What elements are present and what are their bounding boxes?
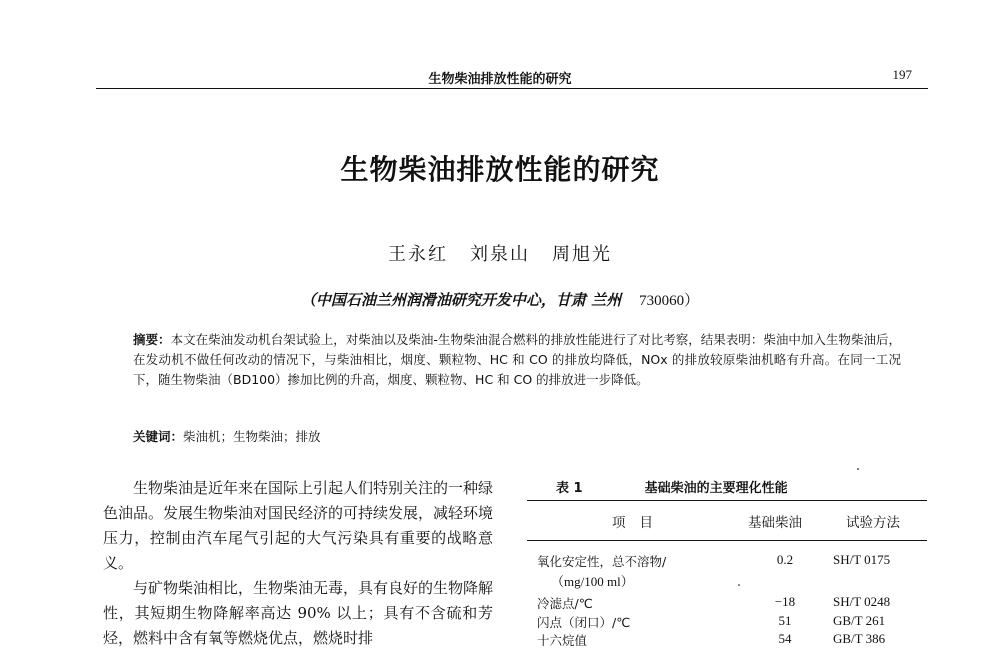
table-header-base-diesel: 基础柴油 bbox=[748, 515, 802, 531]
table-caption bbox=[556, 477, 788, 496]
table-cell-item: 冷滤点/℃ bbox=[537, 596, 593, 611]
table-header-test-method: 试验方法 bbox=[846, 515, 900, 531]
scan-speck bbox=[857, 468, 859, 470]
table-cell-item: 氧化安定性，总不溶物/ bbox=[537, 554, 667, 569]
table-number: 表 1 bbox=[556, 481, 583, 496]
table-cell-value: 0.2 bbox=[776, 552, 794, 567]
abstract-text: 本文在柴油发动机台架试验上，对柴油以及柴油-生物柴油混合燃料的排放性能进行了对比考察，结果表明：柴油中加入生物柴油后，在发动机不做任何改动的情况下，与柴油相比，烟度、颗粒物、HC 和 CO 的排放均降低，NOx 的排放较原柴油机略有升高。在同一工况下，随生物柴油（BD100）掺加比例的升高，烟度、颗粒物、HC 和 CO 的排放进一步降低。 bbox=[133, 332, 901, 387]
body-paragraph: 生物柴油是近年来在国际上引起人们特别关注的一种绿色油品。发展生物柴油对国民经济的可持续发展，减轻环境压力，控制由汽车尾气引起的大气污染具有重要的战略意义。 bbox=[103, 479, 494, 572]
keywords bbox=[133, 427, 901, 445]
author-1: 王永红 bbox=[388, 244, 448, 265]
table-cell-value: −18 bbox=[774, 594, 796, 609]
affiliation-postcode: 730060） bbox=[639, 293, 700, 309]
author-3: 周旭光 bbox=[552, 244, 612, 265]
table-cell-method: GB/T 386 bbox=[833, 631, 886, 646]
table-cell-item-unit: （mg/100 ml） bbox=[551, 574, 634, 589]
table-cell-method: SH/T 0175 bbox=[833, 552, 891, 567]
keywords-label: 关键词： bbox=[133, 429, 184, 444]
abstract bbox=[133, 330, 901, 390]
body-paragraph: 与矿物柴油相比，生物柴油无毒，具有良好的生物降解性，其短期生物降解率高达 90% 以上；具有不含硫和芳烃，燃料中含有氧等燃烧优点，燃烧时排 bbox=[103, 579, 494, 647]
table-cell-method: SH/T 0248 bbox=[833, 594, 891, 609]
paper-title: 生物柴油排放性能的研究 bbox=[340, 153, 660, 186]
table-cell-item: 十六烷值 bbox=[537, 633, 588, 648]
table-cell-item: 闪点（闭口）/℃ bbox=[537, 615, 631, 630]
table-cell-value: 54 bbox=[778, 631, 792, 646]
table-cell-value: 51 bbox=[778, 613, 792, 628]
author-2: 刘泉山 bbox=[470, 244, 530, 265]
table-caption-text: 基础柴油的主要理化性能 bbox=[644, 481, 788, 496]
affiliation-text: （中国石油兰州润滑油研究开发中心，甘肃 兰州 bbox=[300, 291, 622, 309]
affiliation bbox=[0, 289, 1000, 310]
header-rule bbox=[96, 88, 928, 89]
abstract-label: 摘要： bbox=[133, 332, 171, 347]
table-cell-method: GB/T 261 bbox=[833, 613, 886, 628]
keywords-text: 柴油机；生物柴油；排放 bbox=[183, 429, 321, 444]
page-number: 197 bbox=[892, 67, 912, 82]
table-top-rule bbox=[527, 500, 927, 501]
table-header-item: 项目 bbox=[612, 515, 667, 531]
running-header-title: 生物柴油排放性能的研究 bbox=[428, 72, 572, 87]
authors bbox=[0, 240, 1000, 266]
scan-speck bbox=[738, 584, 740, 586]
body-text-column bbox=[103, 476, 493, 651]
table-header-rule bbox=[527, 540, 927, 541]
